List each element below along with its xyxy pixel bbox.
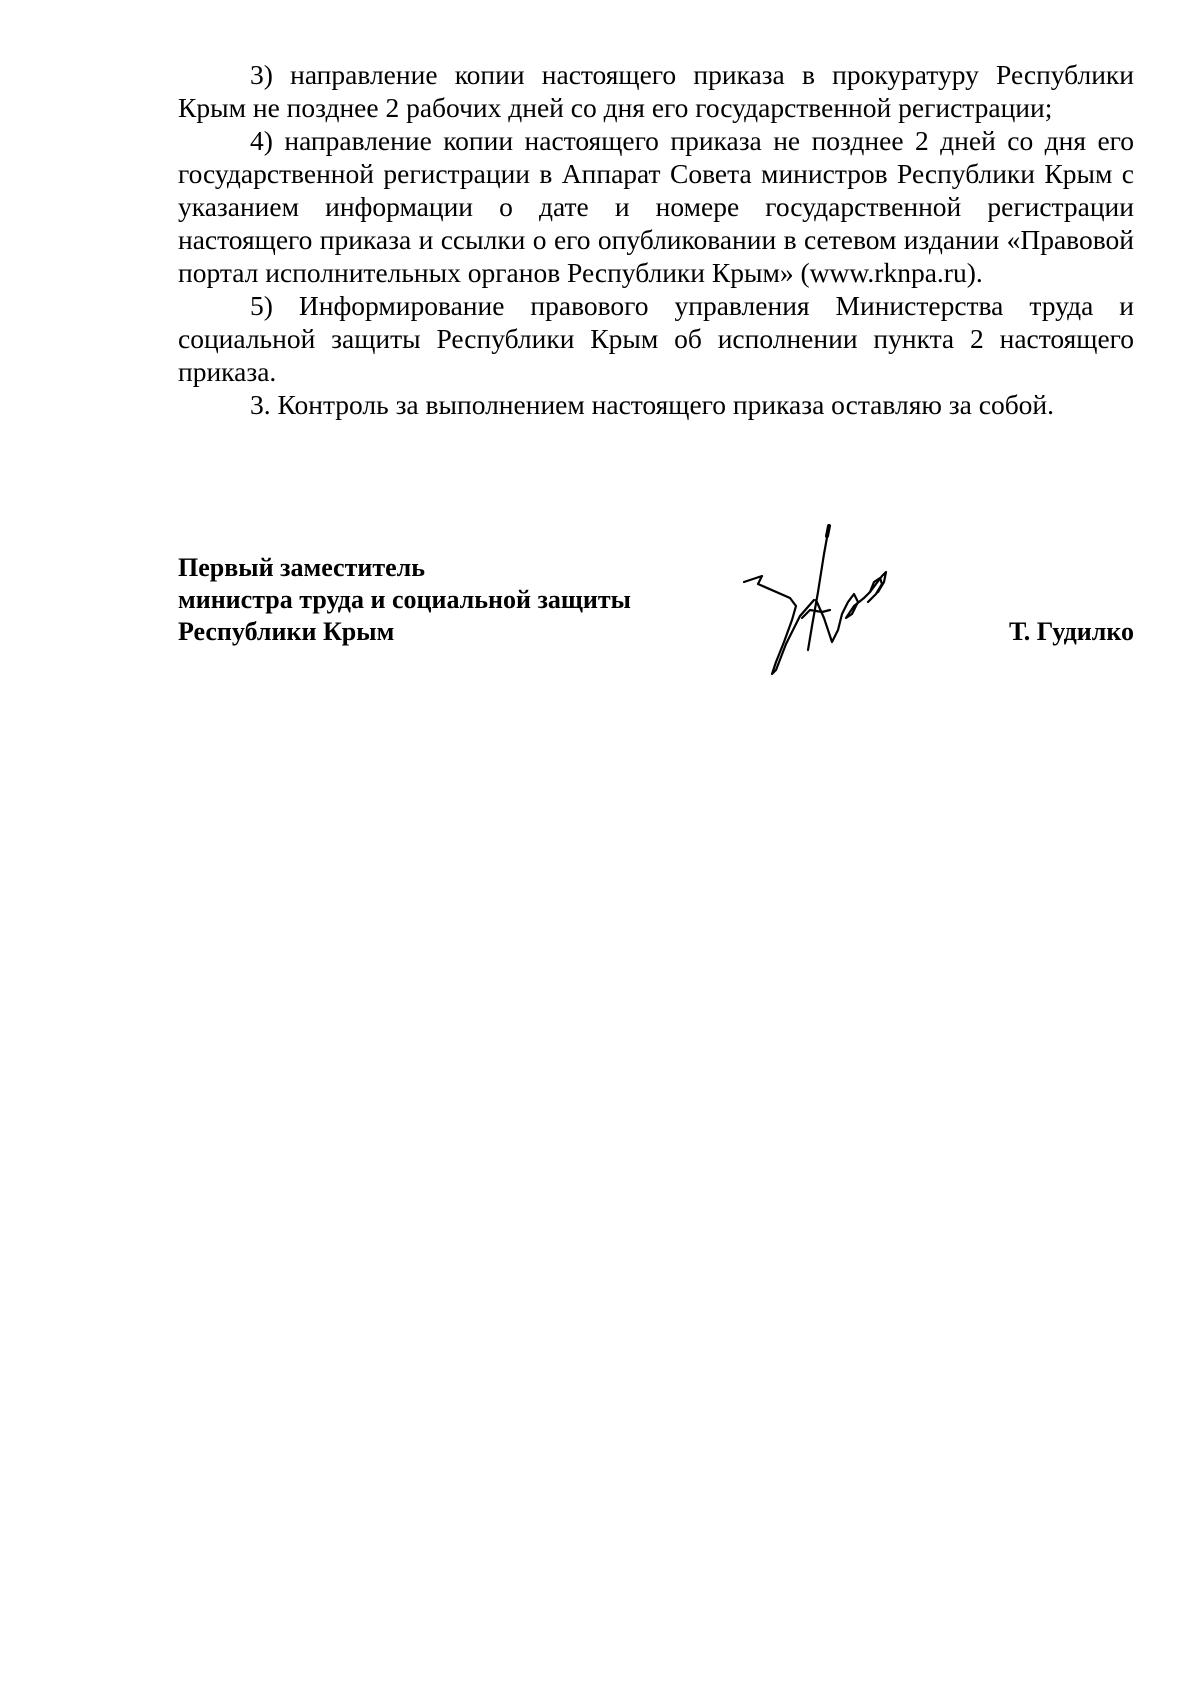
document-body bbox=[178, 58, 1134, 421]
handwritten-signature bbox=[730, 522, 910, 687]
paragraph-item-3-prosecutor: 3) направление копии настоящего приказа в прокуратуру Республики Крым не позднее 2 рабочих дней со дня его государственной регистрации; bbox=[178, 59, 1134, 123]
paragraph-control-clause: 3. Контроль за выполнением настоящего приказа оставляю за собой. bbox=[250, 389, 1055, 420]
signer-position-line: министра труда и социальной защиты bbox=[178, 585, 631, 614]
signer-position-line: Республики Крым bbox=[178, 617, 395, 646]
paragraph-item-5-legal-department: 5) Информирование правового управления Министерства труда и социальной защиты Республики Крым об исполнении пункта 2 настоящего приказа. bbox=[178, 290, 1134, 387]
signer-position bbox=[178, 552, 631, 648]
signature-block bbox=[178, 552, 1134, 692]
signer-name: Т. Гудилко bbox=[1008, 617, 1134, 646]
signer-position-line: Первый заместитель bbox=[178, 553, 425, 582]
paragraph-item-4-council: 4) направление копии настоящего приказа не позднее 2 дней со дня его государственной регистрации в Аппарат Совета министров Республики Крым с указанием информации о дате и номере государственной регистрации настоящего приказа и ссылки о его опубликовании в сетевом издании «Правовой портал исполнительных органов Республики Крым» (www.rknpa.ru). bbox=[178, 125, 1134, 288]
